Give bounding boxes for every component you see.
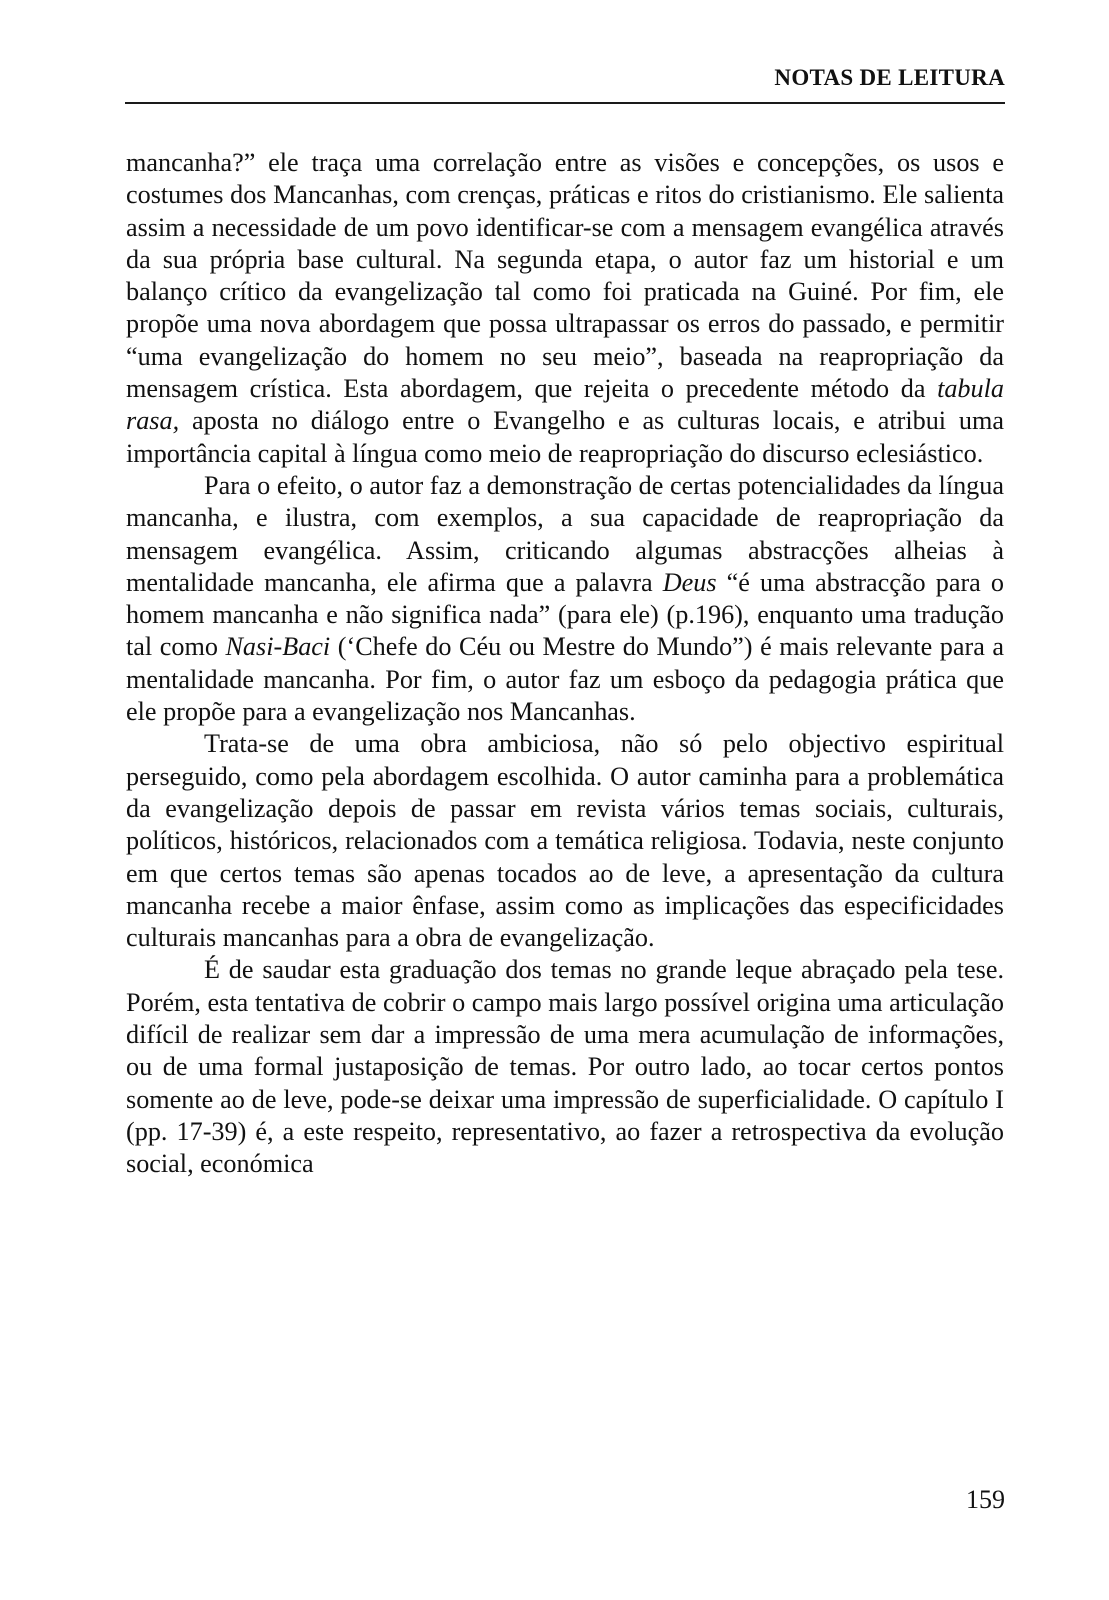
paragraph-3: Trata-se de uma obra ambiciosa, não só pelo objectivo espiritual perseguido, como pela abordagem escolhida. O autor caminha para a problemática da evangelização depois de passar em revista vários temas sociais, culturais, políticos, históricos, relacionados com a temática religiosa. Todavia, neste conjunto em que certos temas são apenas tocados ao de leve, a apresentação da cultura mancanha recebe a maior ênfase, assim como as implicações das especificidades culturais mancanhas para a obra de evangelização. bbox=[126, 729, 1004, 953]
running-header bbox=[125, 64, 1005, 92]
paragraph-2-text-e: (‘Chefe do Céu ou Mestre do Mundo”) é mais relevante para a mentalidade mancanha. Por fim, o autor faz um esboço da pedagogia prática que ele propõe para a evangelização nos Mancanhas. bbox=[126, 632, 1004, 727]
paragraph-2-text-a: Para o efeito, o autor faz a demonstração de certas potencialidades da língua mancanha, e ilustra, com exemplos, a sua capacidade de reapropriação da mensagem evangélica. Assim, criticando algumas abstracções alheias à mentalidade mancanha, ele afirma que a palavra bbox=[126, 470, 1004, 597]
paragraph-1-italic-term: tabula rasa, bbox=[126, 374, 1004, 436]
page-number: 159 bbox=[966, 1485, 1005, 1514]
paragraph-1-text-a: mancanha?” ele traça uma correlação entre as visões e concepções, os usos e costumes dos Mancanhas, com crenças, práticas e ritos do cristianismo. Ele salienta assim a necessidade de um povo identificar-se com a mensagem evangélica através da sua própria base cultural. Na segunda etapa, o autor faz um historial e um balanço crítico da evangelização tal como foi praticada na Guiné. Por fim, ele propõe uma nova abordagem que possa ultrapassar os erros do passado, e permitir “uma evangelização do homem no seu meio”, baseada na reapropriação da mensagem crística. Esta abordagem, que rejeita o precedente método da bbox=[126, 148, 1004, 404]
body-text bbox=[126, 147, 1004, 1181]
header-rule bbox=[125, 102, 1005, 104]
paragraph-1-text-c: aposta no diálogo entre o Evangelho e as culturas locais, e atribui uma importância capital à língua como meio de reapropriação do discurso eclesiástico. bbox=[126, 406, 1004, 468]
paragraph-2-italic-deus: Deus bbox=[662, 567, 717, 597]
paragraph-4: É de saudar esta graduação dos temas no grande leque abraçado pela tese. Porém, esta tentativa de cobrir o campo mais largo possível origina uma articulação difícil de realizar sem dar a impressão de uma mera acumulação de informações, ou de uma formal justaposição de temas. Por outro lado, ao tocar certos pontos somente ao de leve, pode-se deixar uma impressão de superficialidade. O capítulo I (pp. 17-39) é, a este respeito, representativo, ao fazer a retrospectiva da evolução social, económica bbox=[126, 955, 1004, 1179]
page-footer bbox=[125, 1485, 1005, 1515]
paragraph-1 bbox=[126, 147, 1004, 470]
paragraph-2-italic-nasi-baci: Nasi-Baci bbox=[225, 632, 331, 662]
paragraph-2 bbox=[126, 470, 1004, 728]
running-title: NOTAS DE LEITURA bbox=[774, 65, 1005, 90]
paragraph-2-text-c: “é uma abstracção para o homem mancanha e não significa nada” (para ele) (p.196), enquanto uma tradução tal como bbox=[126, 567, 1004, 662]
